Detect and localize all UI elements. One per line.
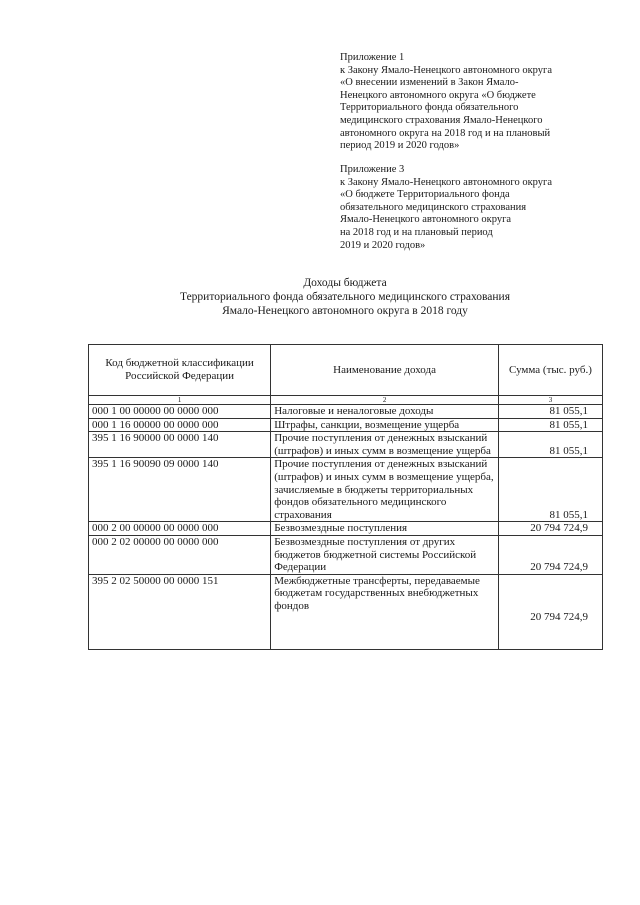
row-name: Налоговые и неналоговые доходы [271,405,499,419]
row-amount: 81 055,1 [498,458,602,522]
row-code: 395 1 16 90000 00 0000 140 [89,432,271,458]
row-code: 000 2 02 00000 00 0000 000 [89,535,271,574]
appendix-1-header [340,52,620,153]
appendix-3-line: обязательного медицинского страхования [340,201,527,213]
revenue-table [88,344,603,650]
row-name: Штрафы, санкции, возмещение ущерба [271,418,499,432]
appendix-3-line: «О бюджете Территориального фонда [340,189,510,201]
appendix-1-line: к Закону Ямало-Ненецкого автономного округа [340,64,552,76]
table-row [89,405,603,419]
row-code: 000 1 16 00000 00 0000 000 [89,418,271,432]
table-row [89,574,603,650]
table-header-row [89,345,603,396]
appendix-1-line: Приложение 1 [340,52,405,63]
appendix-3-line: Ямало-Ненецкого автономного округа [340,214,512,226]
column-number: 3 [498,396,602,405]
document-title [0,276,640,318]
column-number: 1 [89,396,271,405]
row-amount: 20 794 724,9 [498,522,602,536]
column-number-row [89,396,603,405]
appendix-3-line: на 2018 год и на плановый период [340,226,493,238]
appendix-3-line: Приложение 3 [340,164,405,175]
row-code: 000 2 00 00000 00 0000 000 [89,522,271,536]
appendix-1-line: автономного округа на 2018 год и на плановый [340,127,551,139]
row-amount: 20 794 724,9 [498,535,602,574]
row-code: 395 1 16 90090 09 0000 140 [89,458,271,522]
table-row [89,522,603,536]
header-code: Код бюджетной классификации Российской Федерации [89,345,271,396]
row-name: Прочие поступления от денежных взысканий (штрафов) и иных сумм в возмещение ущерба, зачисляемые в бюджеты территориальных фондов обязательного медицинского страхования [271,458,499,522]
appendix-1-line: «О внесении изменений в Закон Ямало- [340,77,519,89]
row-amount: 81 055,1 [498,418,602,432]
appendix-3-header [340,164,620,252]
appendix-1-line: медицинского страхования Ямало-Ненецкого [340,114,543,126]
row-name: Безвозмездные поступления от других бюджетов бюджетной системы Российской Федерации [271,535,499,574]
table-row [89,432,603,458]
table-row [89,458,603,522]
appendix-3-line: к Закону Ямало-Ненецкого автономного округа [340,176,552,188]
header-amount: Сумма (тыс. руб.) [498,345,602,396]
row-code: 000 1 00 00000 00 0000 000 [89,405,271,419]
row-amount: 81 055,1 [498,432,602,458]
appendix-1-line: период 2019 и 2020 годов» [340,140,460,152]
row-name: Межбюджетные трансферты, передаваемые бюджетам государственных внебюджетных фондов [271,574,499,650]
header-name: Наименование дохода [271,345,499,396]
table-row [89,418,603,432]
appendix-1-line: Ненецкого автономного округа «О бюджете [340,89,536,101]
row-name: Безвозмездные поступления [271,522,499,536]
appendix-1-line: Территориального фонда обязательного [340,102,519,114]
column-number: 2 [271,396,499,405]
row-amount: 20 794 724,9 [498,574,602,650]
title-line-1: Доходы бюджета [303,277,387,289]
title-line-2: Территориального фонда обязательного медицинского страхования [179,291,510,303]
title-line-3: Ямало-Ненецкого автономного округа в 2018 году [222,305,468,317]
row-code: 395 2 02 50000 00 0000 151 [89,574,271,650]
row-amount: 81 055,1 [498,405,602,419]
row-name: Прочие поступления от денежных взысканий (штрафов) и иных сумм в возмещение ущерба [271,432,499,458]
appendix-3-line: 2019 и 2020 годов» [340,239,426,251]
table-row [89,535,603,574]
